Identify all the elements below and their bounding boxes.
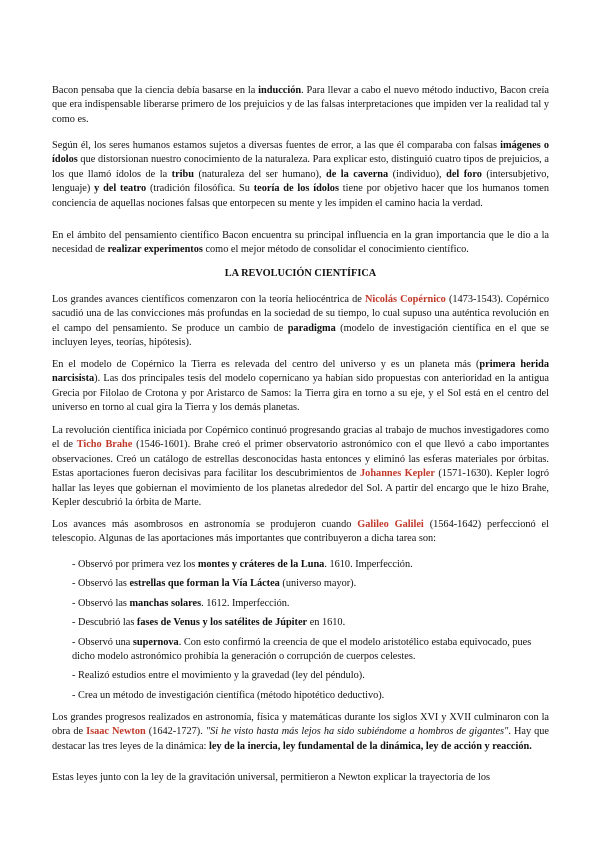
text: (naturaleza del ser humano), (193, 168, 326, 180)
text: - Realizó estudios entre el movimiento y la gravedad (ley del péndulo). (72, 670, 365, 682)
paragraph-copernicus (52, 293, 549, 351)
text: (individuo), (388, 168, 447, 180)
list-item (72, 616, 549, 630)
text: - Observó por primera vez los (72, 559, 198, 570)
paragraph-galileo (52, 518, 549, 547)
text: . 1610. Imperfección. (324, 559, 413, 570)
text: . Hay que destacar las tres leyes de la dinámica: (52, 726, 550, 752)
text: - Crea un método de investigación científica (método hipotético deductivo). (72, 689, 385, 701)
text: que distorsionan nuestro conocimiento de la naturaleza. Para explicar esto, distinguió cuatro tipos de prejuicios, a los que llamó ídolos de la (52, 154, 549, 180)
text: ). Las dos principales tesis del modelo copernicano ya habían sido propuestas con anterioridad en la antigua Grecia por Filolao de Crotona y por Aristarco de Samos: la Tierra gira en torno a su eje, y el Sol está en el centro del universo en torno al cual gira la Tierra y los demás planetas. (52, 373, 549, 414)
text: - Observó las (72, 597, 130, 609)
highlighted-name: Isaac Newton (86, 726, 146, 738)
text: como el mejor método de consolidar el conocimiento científico. (202, 244, 469, 256)
text: (1571-1630). Kepler logró hallar las leyes que gobiernan el movimiento de los planetas alrededor del Sol. A partir del encargo que le hizo Brahe, Kepler descubrió la órbita de Marte. (52, 468, 549, 509)
bold-term: fases de Venus y los satélites de Júpiter (136, 617, 308, 629)
highlighted-name: Johannes Kepler (360, 468, 435, 480)
text: (modelo de investigación científica en el que se incluyen leyes, teorías, hipótesis). (52, 322, 549, 349)
paragraph-newton (52, 711, 549, 754)
text: Los grandes avances científicos comenzaron con la teoría heliocéntrica de (52, 294, 365, 305)
text: (1564-1642) perfeccionó el telescopio. Algunas de las aportaciones más importantes que contribuyeron a dicha tarea son: (52, 519, 549, 545)
text: Los grandes progresos realizados en astronomía, física y matemáticas durante los siglos XVI y XVII culminaron con la obra de (52, 712, 549, 738)
bold-term: supernova (132, 636, 179, 648)
paragraph-brahe-kepler (52, 424, 549, 510)
list-item (72, 558, 549, 572)
text: - Descubrió las (72, 617, 137, 629)
bold-term: imágenes o ídolos (52, 140, 549, 166)
text: . Para llevar a cabo el nuevo método inductivo, Bacon creía que era indispensable liberarse primero de los prejuicios y de las falsas interpretaciones que impiden ver la realidad tal y como es. (52, 85, 549, 125)
paragraph-idols (52, 139, 549, 211)
text: Bacon pensaba que la ciencia debía basarse en la (52, 85, 259, 96)
paragraph-gravitation (52, 771, 549, 785)
text: Estas leyes junto con la ley de la gravitación universal, permitieron a Newton explicar la trayectoria de los (52, 772, 491, 783)
text: (universo mayor). (279, 578, 357, 590)
list-item (72, 636, 549, 665)
text: - Observó las (72, 578, 130, 590)
highlighted-name: Ticho Brahe (76, 439, 133, 451)
bold-term: de la caverna (325, 168, 389, 180)
bold-term: inducción (258, 85, 302, 96)
text: en 1610. (307, 617, 346, 629)
bold-term: teoría de los ídolos (253, 183, 339, 195)
bold-term: del foro (446, 168, 482, 180)
section-heading: LA REVOLUCIÓN CIENTÍFICA (224, 268, 377, 279)
text: (1642-1727). (145, 726, 206, 738)
text: En el ámbito del pensamiento científico Bacon encuentra su principal influencia en la gran importancia que le dio a la necesidad de (52, 230, 549, 256)
text: - Observó una (72, 636, 133, 648)
bold-term: paradigma (287, 322, 336, 334)
list-item (72, 669, 549, 683)
highlighted-name: Nicolás Copérnico (364, 294, 446, 305)
text: tiene por objetivo hacer que los humanos tomen conciencia de aquellas nociones falsas que entorpecen su mente y les impiden el camino hacia la verdad. (52, 183, 549, 209)
paragraph-copernican-model (52, 358, 549, 416)
text: (1546-1601). Brahe creó el primer observatorio astronómico con el que llevó a cabo importantes observaciones. Creó un catálogo de estrellas desconocidas hasta entonces y eliminó las esferas materiales por órbitas. Estas aportaciones fueron decisivas para facilitar los descubrimientos de (52, 439, 549, 480)
bold-term: y del teatro (94, 183, 147, 195)
bold-term: tribu (171, 168, 194, 180)
bold-term: primera herida narcisista (52, 359, 550, 385)
text: La revolución científica iniciada por Copérnico continuó progresando gracias al trabajo de muchos investigadores como el de (52, 425, 549, 451)
list-item (72, 577, 549, 591)
bold-term: manchas solares (129, 597, 202, 609)
list-item (72, 597, 549, 611)
bold-term: montes y cráteres de la Luna (197, 559, 325, 570)
highlighted-name: Galileo Galilei (357, 519, 424, 530)
text: (1473-1543). Copérnico sacudió una de las convicciones más profundas en la sociedad de su tiempo, lo cual supuso una auténtica revolución en el campo del pensamiento. Se produce un cambio de (52, 294, 549, 334)
text: En el modelo de Copérnico la Tierra es relevada del centro del universo y es un planeta más ( (52, 359, 480, 370)
galileo-contributions-list (72, 558, 549, 703)
text: . 1612. Imperfección. (201, 597, 290, 609)
bold-term: estrellas que forman la Vía Láctea (129, 578, 280, 590)
quote: "Si he visto hasta más lejos ha sido subiéndome a hombros de gigantes" (205, 726, 509, 738)
bold-term: realizar experimentos (107, 244, 203, 256)
text: Los avances más asombrosos en astronomía se produjeron cuando (52, 519, 358, 530)
text: . Con esto confirmó la creencia de que el modelo aristotélico estaba equivocado, pues dicho modelo astronómico prohibía la generación o corrupción de cuerpos celestes. (72, 636, 532, 663)
text: Según él, los seres humanos estamos sujetos a diversas fuentes de error, a las que él comparaba con falsas (52, 140, 501, 151)
paragraph-bacon-induction (52, 84, 549, 127)
bold-term: ley de la inercia, ley fundamental de la dinámica, ley de acción y reacción. (208, 740, 532, 752)
paragraph-experiments (52, 229, 549, 258)
text: (intersubjetivo, lenguaje) (52, 168, 550, 195)
list-item (72, 689, 549, 703)
text: (tradición filosófica. Su (146, 183, 254, 195)
